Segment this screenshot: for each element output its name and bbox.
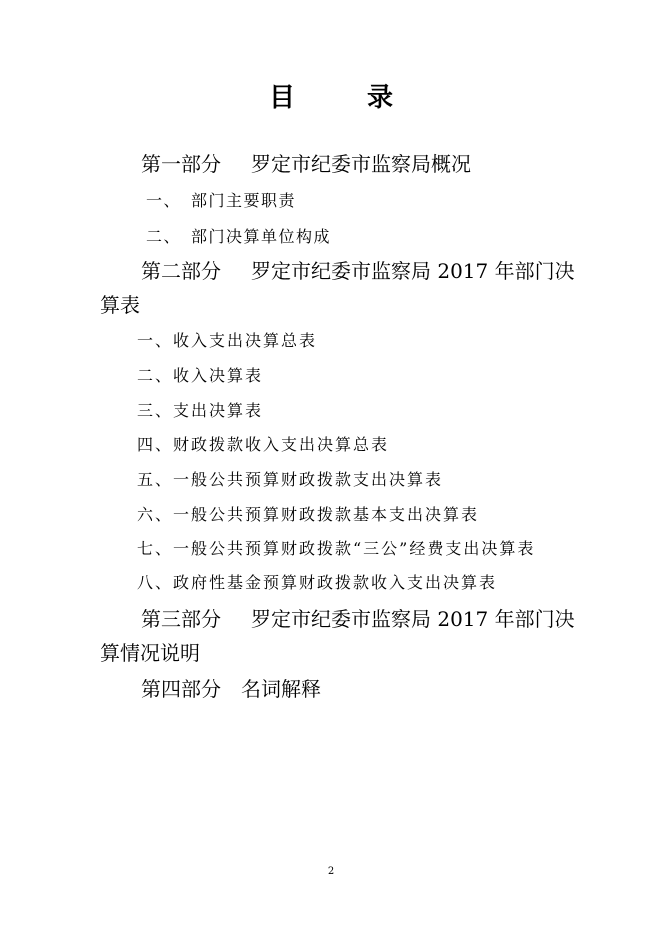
part-3-label: 第三部分 <box>141 607 221 631</box>
part-2-title: 罗定市纪委市监察局 2017 年部门决 <box>251 259 575 283</box>
item-text: 部门主要职责 <box>191 191 297 210</box>
toc-part-2-item-8[interactable]: 八、政府性基金预算财政拨款收入支出决算表 <box>137 573 498 592</box>
part-1-title: 罗定市纪委市监察局概况 <box>251 152 471 176</box>
part-4-label: 第四部分 <box>141 677 221 701</box>
part-1-label: 第一部分 <box>141 152 221 176</box>
toc-part-1[interactable] <box>141 150 471 178</box>
toc-part-3-continued[interactable] <box>100 639 200 667</box>
item-text: 部门决算单位构成 <box>191 227 332 246</box>
part-2-label: 第二部分 <box>141 259 221 283</box>
toc-part-2-continued[interactable] <box>100 291 140 319</box>
toc-part-1-item-1[interactable] <box>146 190 296 212</box>
toc-part-2[interactable] <box>141 257 575 285</box>
title-char-1: 目 <box>268 83 295 113</box>
item-number: 一、 <box>146 191 182 210</box>
item-number: 二、 <box>146 227 182 246</box>
toc-part-4[interactable] <box>141 675 321 703</box>
part-3-title-continued: 算情况说明 <box>100 641 200 665</box>
toc-part-2-item-4[interactable]: 四、财政拨款收入支出决算总表 <box>137 435 390 454</box>
toc-part-2-item-2[interactable]: 二、收入决算表 <box>137 366 264 385</box>
toc-part-2-item-1[interactable]: 一、收入支出决算总表 <box>137 331 318 350</box>
page-number: 2 <box>327 866 335 877</box>
page-title <box>0 82 662 114</box>
toc-part-2-item-5[interactable]: 五、一般公共预算财政拨款支出决算表 <box>137 470 444 489</box>
toc-part-3[interactable] <box>141 605 575 633</box>
part-4-title: 名词解释 <box>241 677 321 701</box>
part-3-title: 罗定市纪委市监察局 2017 年部门决 <box>251 607 575 631</box>
title-char-2: 录 <box>367 83 394 113</box>
toc-part-2-item-6[interactable]: 六、一般公共预算财政拨款基本支出决算表 <box>137 505 480 524</box>
toc-part-1-item-2[interactable] <box>146 226 331 248</box>
toc-part-2-item-7[interactable]: 七、一般公共预算财政拨款“三公”经费支出决算表 <box>137 539 536 558</box>
toc-part-2-item-3[interactable]: 三、支出决算表 <box>137 401 264 420</box>
part-2-title-continued: 算表 <box>100 293 140 317</box>
